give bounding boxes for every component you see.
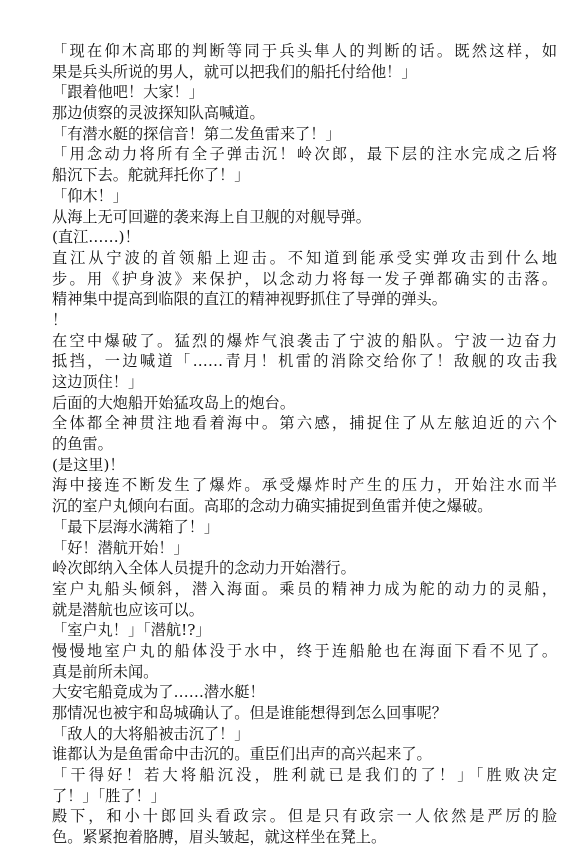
text-line: 真是前所未闻。 (52, 662, 159, 681)
paragraph (52, 186, 557, 207)
text-line: 「室户丸！」「潜航!?」 (52, 621, 211, 640)
text-line: 那情况也被宇和岛城确认了。但是谁能想得到怎么回事呢？ (52, 704, 447, 722)
paragraph (52, 455, 557, 476)
text-line: 海中接连不断发生了爆炸。承受爆炸时产生的压力，开始注水而半 (52, 476, 557, 495)
paragraph (52, 82, 557, 103)
paragraph (52, 724, 557, 745)
paragraph (52, 806, 557, 847)
text-line: 直江从宁波的首领船上迎击。不知道到能承受实弹攻击到什么地 (52, 248, 557, 267)
paragraph (52, 248, 557, 310)
paragraph (52, 703, 557, 724)
paragraph (52, 207, 557, 228)
text-line: 船沉下去。舵就拜托你了！」 (52, 166, 250, 185)
paragraph (52, 41, 557, 82)
paragraph (52, 620, 557, 641)
paragraph (52, 331, 557, 393)
paragraph (52, 103, 557, 124)
text-line: (直江……)！ (52, 228, 140, 247)
text-line: 色。紧紧抱着胳膊，眉头皱起，就这样坐在凳上。 (52, 828, 387, 847)
paragraph (52, 641, 557, 682)
document-page (52, 41, 557, 848)
paragraph (52, 538, 557, 559)
text-line: 大安宅船竟成为了……潜水艇！ (52, 683, 265, 702)
text-line: 抵挡，一边喊道「……青月！机雷的消除交给你了！敌舰的攻击我 (52, 352, 557, 371)
text-line: 在空中爆破了。猛烈的爆炸气浪袭击了宁波的船队。宁波一边奋力 (52, 331, 557, 350)
paragraph (52, 144, 557, 185)
text-line: 「好！潜航开始！」 (52, 538, 189, 557)
paragraph (52, 579, 557, 620)
text-line: 这边顶住！」 (52, 373, 144, 391)
text-line: 精神集中提高到临限的直江的精神视野抓住了导弹的弹头。 (52, 290, 447, 309)
text-line: 「有潜水艇的探信音！第二发鱼雷来了！」 (52, 124, 341, 143)
text-line: 从海上无可回避的袭来海上自卫舰的对舰导弹。 (52, 207, 371, 226)
text-line: 殿下，和小十郎回头看政宗。但是只有政宗一人依然是严厉的脸 (52, 807, 557, 826)
text-line: 全体都全神贯注地看着海中。第六感，捕捉住了从左舷迫近的六个 (52, 414, 557, 433)
text-line: 「现在仰木高耶的判断等同于兵头隼人的判断的话。既然这样，如 (52, 42, 557, 60)
text-line: 步。用《护身波》来保护，以念动力将每一发子弹都确实的击落。 (52, 269, 557, 288)
paragraph (52, 393, 557, 414)
paragraph (52, 744, 557, 765)
text-line: 「跟着他吧！大家！」 (52, 83, 204, 102)
text-line: 「用念动力将所有全子弹击沉！岭次郎，最下层的注水完成之后将 (52, 145, 557, 164)
paragraph (52, 124, 557, 145)
text-line: 「最下层海水满箱了！」 (52, 517, 220, 536)
text-line: 后面的大炮船开始猛攻岛上的炮台。 (52, 393, 295, 412)
paragraph (52, 517, 557, 538)
text-line: 果是兵头所说的男人，就可以把我们的船托付给他！」 (52, 62, 417, 81)
text-line: 慢慢地室户丸的船体没于水中，终于连船舱也在海面下看不见了。 (52, 641, 557, 660)
paragraph (52, 765, 557, 806)
paragraph (52, 475, 557, 516)
text-line: 岭次郎纳入全体人员提升的念动力开始潜行。 (52, 559, 356, 578)
text-line: 沉的室户丸倾向右面。高耶的念动力确实捕捉到鱼雷并使之爆破。 (52, 497, 493, 516)
text-line: 「敌人的大将船被击沉了！」 (52, 724, 250, 743)
text-line: 就是潜航也应该可以。 (52, 600, 204, 619)
text-line: 室户丸船头倾斜，潜入海面。乘员的精神力成为舵的动力的灵船， (52, 579, 557, 598)
paragraph (52, 682, 557, 703)
text-line: 了！」「胜了！」 (52, 786, 166, 805)
paragraph (52, 310, 557, 331)
paragraph (52, 558, 557, 579)
text-line: 谁都认为是鱼雷命中击沉的。重臣们出声的高兴起来了。 (52, 745, 432, 764)
paragraph (52, 227, 557, 248)
text-line: 那边侦察的灵波探知队高喊道。 (52, 104, 265, 123)
text-line: 「仰木！」 (52, 186, 128, 205)
text-line: 的鱼雷。 (52, 435, 113, 454)
text-line: 「干得好！若大将船沉没，胜利就已是我们的了！」「胜败决定 (52, 766, 557, 785)
paragraph (52, 413, 557, 454)
text-line: ！ (52, 310, 68, 329)
text-line: (是这里)！ (52, 455, 125, 474)
